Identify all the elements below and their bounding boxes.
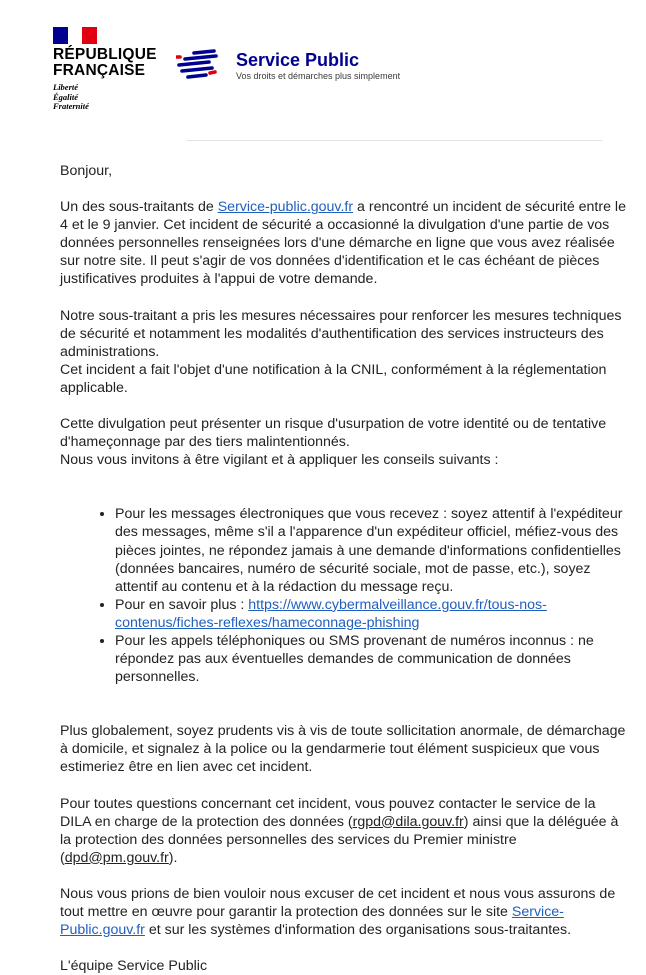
rf-name: RÉPUBLIQUE FRANÇAISE bbox=[53, 46, 157, 79]
dpd-email-link[interactable]: dpd@pm.gouv.fr bbox=[64, 849, 169, 866]
service-public-site-link[interactable]: Service-Public.gouv.fr bbox=[60, 904, 564, 939]
service-public-tagline: Vos droits et démarches plus simplement bbox=[236, 71, 401, 81]
paragraph-contact: Pour toutes questions concernant cet incident, vous pouvez contacter le service de la DILA en charge de la protection des données (rgpd@dila.gouv.fr) ainsi que la déléguée à la protection des données personnelles des services du Premier ministre (dpd@pm.gouv.fr). bbox=[60, 795, 619, 866]
advice-list bbox=[60, 505, 628, 686]
french-flag-icon bbox=[53, 27, 97, 44]
paragraph-apology: Nous vous prions de bien vouloir nous excuser de cet incident et nous vous assurons de tout mettre en œuvre pour garantir la protection des données sur le site Service-Public.gouv.fr et sur les systèmes d'information des organisations sous-traitantes. bbox=[60, 885, 616, 939]
service-public-logo-icon bbox=[176, 48, 218, 82]
list-item: • Pour les messages électroniques que vous recevez : soyez attentif à l'expéditeur des messages, même s'il a l'apparence d'un expéditeur officiel, méfiez-vous des pièces jointes, ne répondez jamais à une demande d'informations confidentielles (données bancaires, numéro de sécurité sociale, mot de passe, etc.), soyez attentif au contenu et à la rédaction du message reçu. bbox=[115, 505, 628, 595]
paragraph-prudence: Plus globalement, soyez prudents vis à vis de toute sollicitation anormale, de démarchage à domicile, et signalez à la police ou la gendarmerie tout élément suspicieux que vous estimeriez être en lien avec cet incident. bbox=[60, 723, 626, 776]
dila-email-link[interactable]: rgpd@dila.gouv.fr bbox=[352, 813, 464, 830]
header-divider bbox=[186, 140, 602, 141]
rf-motto: Liberté Égalité Fraternité bbox=[53, 82, 89, 111]
paragraph-incident: Un des sous-traitants de Service-public.gouv.fr a rencontré un incident de sécurité entre le 4 et le 9 janvier. Cet incident de sécurité a occasionné la divulgation d'une partie de vos données personnelles renseignées lors d'une démarche en ligne que vous avez réalisée sur notre site. Il peut s'agir de vos données d'identification et le cas échéant de pièces justificatives produites à l'appui de votre demande. bbox=[60, 199, 626, 288]
paragraph-measures: Notre sous-traitant a pris les mesures nécessaires pour renforcer les mesures techniques de sécurité et notamment les modalités d'authentification des services instructeurs des administrations. Cet incident a fait l'objet d'une notification à la CNIL, conformément à la réglementation applicable. bbox=[60, 307, 622, 396]
email-body bbox=[60, 162, 628, 975]
list-item: • Pour en savoir plus : https://www.cybermalveillance.gouv.fr/tous-nos-contenus/fiches-reflexes/hameconnage-phishing bbox=[115, 596, 628, 632]
paragraph-risk: Cette divulgation peut présenter un risque d'usurpation de votre identité ou de tentative d'hameçonnage par des tiers malintentionnés. Nous vous invitons à être vigilant et à appliquer les conseils suivants : bbox=[60, 416, 607, 469]
signature: L'équipe Service Public bbox=[60, 958, 208, 975]
cybermalveillance-link[interactable]: https://www.cybermalveillance.gouv.fr/tous-nos-contenus/fiches-reflexes/hameconnage-phishing bbox=[115, 596, 547, 631]
greeting: Bonjour, bbox=[60, 163, 113, 179]
email-header bbox=[0, 0, 646, 140]
republique-francaise-logo bbox=[53, 27, 157, 112]
service-public-link[interactable]: Service-public.gouv.fr bbox=[217, 199, 354, 216]
list-item: • Pour les appels téléphoniques ou SMS provenant de numéros inconnus : ne répondez pas aux éventuelles demandes de communication de données personnelles. bbox=[115, 632, 628, 686]
service-public-name: Service Public bbox=[236, 50, 360, 70]
